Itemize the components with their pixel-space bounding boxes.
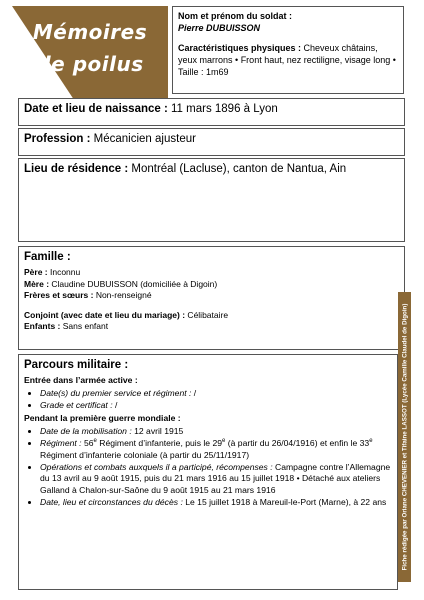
service-label: Date(s) du premier service et régiment : xyxy=(40,387,192,398)
war-list xyxy=(24,426,392,509)
birth-value: 11 mars 1896 à Lyon xyxy=(167,103,278,115)
family-spouse xyxy=(24,310,399,322)
regiment-text: Régiment d’infanterie coloniale (à partir du 25/11/1917) xyxy=(40,449,250,460)
regiment-text: (à partir du 26/04/1916) et enfin le 33 xyxy=(225,437,370,448)
credit-sidebar xyxy=(398,292,411,582)
bullet-icon: • xyxy=(392,55,396,65)
military-title: Parcours militaire : xyxy=(24,359,129,371)
bullet-icon: • xyxy=(235,55,239,65)
family-section xyxy=(18,246,405,350)
children-label: Enfants : xyxy=(24,321,61,331)
siblings-value: Non-renseigné xyxy=(93,290,152,300)
entry-title: Entrée dans l’armée active : xyxy=(24,375,138,385)
physical-label: Caractéristiques physiques : xyxy=(178,43,302,53)
physical-3: Taille : 1m69 xyxy=(178,67,229,77)
regiment-label: Régiment : xyxy=(40,437,82,448)
birth-label: Date et lieu de naissance : xyxy=(24,103,168,115)
family-mother xyxy=(24,279,399,291)
grade-value: / xyxy=(112,399,118,410)
birth-section xyxy=(18,98,405,126)
bullet-icon: • xyxy=(296,473,300,484)
soldier-name-label: Nom et prénom du soldat : xyxy=(178,11,293,21)
operations-text: Détaché aux ateliers Galland à Chalon-sur-Saône du 9 août 1915 au 21 mars 1916 xyxy=(40,473,381,496)
soldier-name: Pierre DUBUISSON xyxy=(178,23,261,33)
war-title: Pendant la première guerre mondiale : xyxy=(24,413,181,424)
list-item xyxy=(40,462,392,497)
logo-line-2: de poilus xyxy=(36,52,144,76)
father-label: Père : xyxy=(24,267,48,277)
family-siblings xyxy=(24,290,399,302)
profession-label: Profession : xyxy=(24,133,91,145)
credit-text: Fiche rédigée par Oriane CHEVENIER et Tifaine LASSOT (Lycée Camille Claudel de Digoin) xyxy=(401,303,408,571)
death-value: Le 15 juillet 1918 à Mareuil-le-Port (Marne), à 22 ans xyxy=(182,496,387,507)
spouse-value: Célibataire xyxy=(185,309,229,320)
mother-value: Claudine DUBUISSON (domiciliée à Digoin) xyxy=(49,278,218,289)
residence-label: Lieu de résidence : xyxy=(24,163,129,175)
regiment-text: 56 xyxy=(81,437,94,448)
logo-line-1: Mémoires xyxy=(32,20,148,44)
siblings-label: Frères et sœurs : xyxy=(24,290,94,300)
father-value: Inconnu xyxy=(47,267,81,277)
soldier-identity-box xyxy=(172,6,404,94)
physical-2: Front haut, nez rectiligne, visage long xyxy=(238,55,393,65)
list-item xyxy=(40,388,392,400)
list-item xyxy=(40,438,392,462)
residence-section xyxy=(18,158,405,242)
operations-label: Opérations et combats auxquels il a participé, récompenses : xyxy=(40,461,273,472)
regiment-text: Régiment d’infanterie, puis le 29 xyxy=(96,437,223,448)
residence-value: Montréal (Lacluse), canton de Nantua, Ain xyxy=(128,163,347,175)
mother-label: Mère : xyxy=(24,278,50,289)
mobilisation-label: Date de la mobilisation : xyxy=(40,426,132,437)
death-label: Date, lieu et circonstances du décès : xyxy=(40,496,183,507)
physical-1: Cheveux châtains, yeux marrons xyxy=(178,43,378,65)
family-father xyxy=(24,267,399,279)
profession-section xyxy=(18,128,405,156)
entry-list xyxy=(24,388,392,412)
ordinal-sup: e xyxy=(93,438,97,445)
ordinal-sup: e xyxy=(369,438,373,445)
mobilisation-value: 12 avril 1915 xyxy=(131,426,184,437)
profession-value: Mécanicien ajusteur xyxy=(90,133,196,145)
family-title: Famille : xyxy=(24,251,71,263)
physical-characteristics xyxy=(178,42,398,78)
military-section xyxy=(18,354,398,590)
ordinal-sup: e xyxy=(222,438,226,445)
children-value: Sans enfant xyxy=(60,321,109,331)
list-item xyxy=(40,400,392,412)
grade-label: Grade et certificat : xyxy=(40,399,113,410)
operations-text: Campagne contre l’Allemagne du 13 avril au 9 août 1915, puis du 21 mars 1916 au 15 juillet 1918 xyxy=(40,461,391,484)
spouse-label: Conjoint (avec date et lieu du mariage) : xyxy=(24,309,186,320)
list-item xyxy=(40,426,392,438)
list-item xyxy=(40,497,392,509)
family-children xyxy=(24,321,399,333)
service-value: / xyxy=(191,387,197,398)
